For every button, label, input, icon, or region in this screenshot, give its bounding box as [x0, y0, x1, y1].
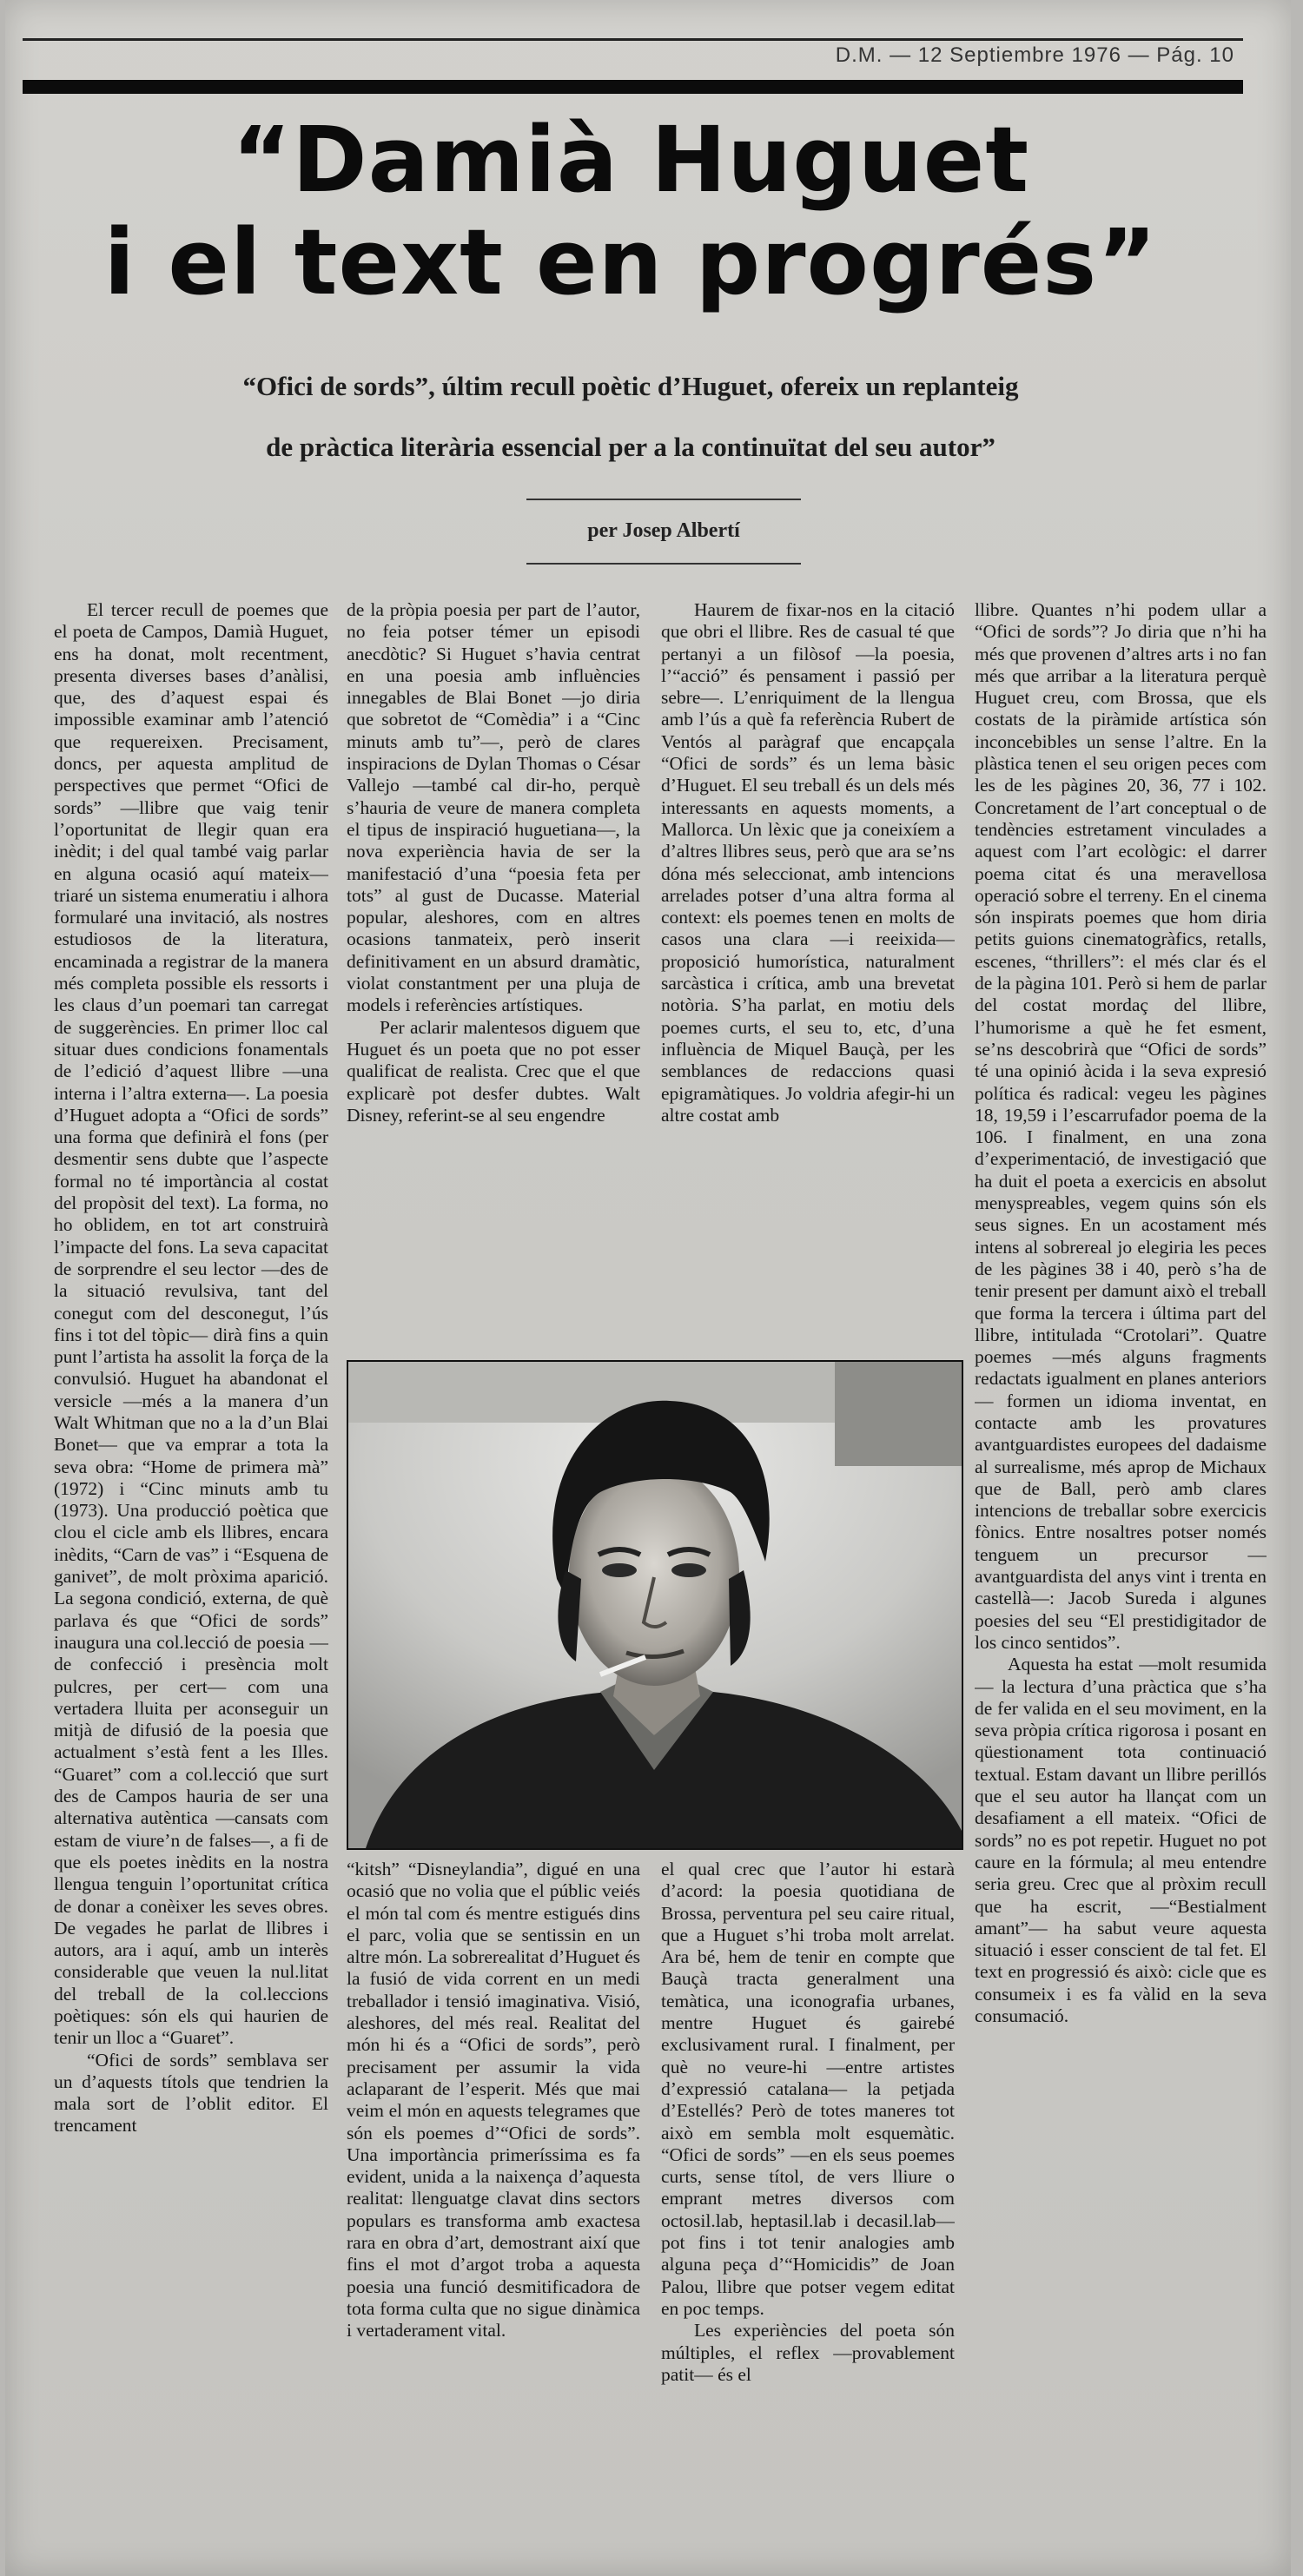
headline: [5, 109, 1256, 314]
paragraph: Les experiències del poeta són múltiples, el reflex —provablement patit— és el: [661, 2320, 955, 2385]
paragraph: “kitsh” “Disneylandia”, digué en una ocasió que no volia que el públic veiés el món tal com és mentre estigués dins el parc, volia que se sentissin en un altre món. La sobrerealitat d’Huguet és la fusió de vida corrent en un medi treballador i tensió imaginativa. Visió, aleshores, del més real. Realitat del món hi és a “Ofici de sords”, però precisament per assumir la vida aclaparant de l’esperit. Més que mai veim el món en aquests telegrames que són els poemes d’“Ofici de sords”. Una importància primeríssima es fa evident, unida a la naixença d’aquesta realitat: llenguatge clavat dins sectors populars es transforma amb exactesa rara en obra d’art, demostrant així que fins el mot d’argot troba a aquesta poesia una funció desmitificadora de tota forma culta que no sigue dinàmica i vertaderament vital.: [347, 1859, 640, 2342]
byline-rule-bottom: [526, 563, 801, 565]
newspaper-page: [5, 0, 1291, 2576]
headline-line-1: “Damià Huguet: [231, 107, 1030, 213]
paragraph: “Ofici de sords” semblava ser un d’aquests títols que tendrien la mala sort de l’oblit editor. El trencament: [54, 2049, 328, 2137]
page-header: [23, 31, 1243, 101]
subtitle-line-2: de pràctica literària essencial per a la continuïtat del seu autor”: [266, 432, 995, 462]
folio-date-page: D.M. — 12 Septiembre 1976 — Pág. 10: [835, 43, 1234, 67]
portrait-photo-icon: [348, 1362, 962, 1848]
article-column-3-bottom: [661, 1859, 955, 2564]
paragraph: de la pròpia poesia per part de l’autor, no feia potser témer un episodi anecdòtic? Si Huguet s’havia centrat en una poesia amb influències innegables de Blai Bonet —jo diria que sobretot de “Comèdia” i a “Cinc minuts amb tu”—, però de clares inspiracions de Dylan Thomas o César Vallejo —també cal dir-ho, perquè s’hauria de veure de manera completa el tipus de inspiració huguetiana—, la nova experiència havia de ser la manifestació d’una “poesia feta per tots” al gust de Ducasse. Material popular, aleshores, com en altres ocasions tanmateix, però inserit definitivament en un absurd dramàtic, violat constantment per una pluja de models i referències artístiques.: [347, 599, 640, 1016]
paragraph: llibre. Quantes n’hi podem ullar a “Ofici de sords”? Jo diria que n’hi ha més que provenen d’altres arts i no fan més que arribar a la literatura perquè Huguet creu, com Brossa, que els costats de la piràmide artística són inconcebibles un sense l’altre. En la plàstica tenen el seu origen peces com les de les pàgines 20, 36, 77 i 102. Concretament de l’art conceptual o de tendències estretament vinculades a aquest com l’art ecològic: el darrer poema citat és una meravellosa operació sobre el terreny. En el cinema són inspirats poemes que hom diria petits guions cinematogràfics, retalls, escenes, “thrillers”: el més clar és el de la pàgina 101. Però si hem de parlar del costat mordaç del llibre, l’humorisme a què he fet esment, se’ns descobrirà que “Ofici de sords” té una opinió àcida i la seva expresió política és radical: vegeu les pàgines 18, 19,59 i l’escarrufador poema de la 106. I finalment, en una zona d’experimentació, de investigació que ha duit el poeta a exercicis en absolut menyspreables, vegem quins són els seus signes. En un acostament més intens al sobrereal jo elegiria les peces de les pàgines 38 i 40, però s’ha de tenir present per damunt això el treball que forma la tercera i última part del llibre, intitulada “Crotolari”. Quatre poemes —més alguns fragments redactats igualment en planes anteriors— formen un idioma inventat, en contacte amb les provatures avantguardistes europees del dadaisme al surrealisme, més aprop de Michaux que de Ball, però amb clares intencions de treballar sobre exercicis fònics. Entre nosaltres potser només tenguem un precursor —avantguardista del anys vint i trenta en castellà—: Jacob Sureda i algunes poesies del seu “El prestidigitador de los cinco sentidos”.: [975, 599, 1267, 1653]
subtitle-line-1: “Ofici de sords”, últim recull poètic d’Huguet, ofereix un replanteig: [242, 371, 1019, 401]
top-rule: [23, 38, 1243, 41]
article-column-3-top: [661, 599, 955, 1348]
paragraph: El tercer recull de poemes que el poeta de Campos, Damià Huguet, ens ha donat, molt recentment, presenta diverses bases d’anàlisi, que, des d’aquest espai és impossible examinar amb l’atenció que requereixen. Precisament, doncs, per aquesta amplitud de perspectives que permet “Ofici de sords” —llibre que vaig tenir l’oportunitat de llegir quan era inèdit; i del qual també vaig parlar en alguna ocasió aquí mateix— triaré un sistema enumeratiu i alhora formularé una invitació, als nostres estudiosos de la literatura, encaminada a registrar de la manera més completa possible els ressorts i les claus d’un poemari tan carregat de suggerències. En primer lloc cal situar dues condicions fonamentals de l’edició d’aquest llibre —una interna i l’altra externa—. La poesia d’Huguet adopta a “Ofici de sords” una forma que definirà el fons (per desmentir sens dubte que l’aspecte formal no té importància al costat del propòsit del text). La forma, no ho oblidem, en tot art construirà l’impacte del fons. La seva capacitat de sorprendre el seu lector —des de la situació revulsiva, tant del conegut com del desconegut, l’ús fins i tot del tòpic— dirà fins a quin punt l’artista ha assolit la força de la convulsió. Huguet ha abandonat el versicle —més a la manera d’un Walt Whitman que no a la d’un Blai Bonet— que va emprar a tota la seva obra: “Home de primera mà” (1972) i “Cinc minuts amb tu (1973). Una producció poètica que clou el cicle amb els llibres, encara inèdits, “Carn de vas” i “Esquena de ganivet”, de molt pròxima aparició. La segona condició, externa, de què parlava és que “Ofici de sords” inaugura una col.lecció de poesia —de confecció i presència molt pulcres, per cert— com una vertadera lluita per aconseguir un mitjà de difusió de la poesia que actualment s’està fent a les Illes. “Guaret” com a col.lecció que surt des de Campos hauria de ser una alternativa autèntica —cansats com estam de viure’n de falses—, a fi de que els poetes inèdits en la nostra llengua tenguin l’oportunitat crítica de donar a conèixer les seves obres. De vegades he parlat de llibres i autors, ara i aquí, amb un interès considerable que veuen la nul.litat del treball de la col.leccions poètiques: són els qui haurien de tenir un lloc a “Guaret”.: [54, 599, 328, 2049]
article-column-2-bottom: [347, 1859, 640, 2564]
author-portrait-photo: [347, 1360, 963, 1850]
header-bar: [23, 80, 1243, 94]
byline-rule-top: [526, 499, 801, 500]
subtitle: [118, 356, 1143, 478]
paragraph: el qual crec que l’autor hi estarà d’acord: la poesia quotidiana de Brossa, perventura pel seu caire ritual, que a Huguet s’hi troba molt arrelat. Ara bé, hem de tenir en compte que Bauçà tracta generalment una temàtica, una iconografia urbanes, mentre Huguet és gairebé exclusivament rural. I finalment, per què no veure-hi —entre artistes d’expressió catalana— la petjada d’Estellés? Però de totes maneres tot això em sembla molt esquemàtic. “Ofici de sords” —en els seus poemes curts, sense títol, de vers lliure o emprant metres diversos com octosil.lab, heptasil.lab i decasil.lab— pot fins i tot tenir analogies amb alguna peça d’“Homicidis” de Joan Palou, llibre que potser vegem editat en poc temps.: [661, 1859, 955, 2319]
article-column-2-top: [347, 599, 640, 1348]
headline-line-2: i el text en progrés”: [103, 209, 1158, 315]
paragraph: Aquesta ha estat —molt resumida— la lectura d’una pràctica que s’ha de fer valida en el seu moviment, en la seva pròpia crítica rigorosa i posant en qüestionament tota continuació textual. Estam davant un llibre perillós que el seu autor ha llançat com un desafiament a ell mateix. “Ofici de sords” no es pot repetir. Huguet no pot caure en la fórmula; al meu entendre seria greu. Crec que al pròxim recull que ha escrit, —“Bestialment amant”— ha sabut veure aquesta situació i esser conscient de tal fet. El text en progressió és això: cicle que es consumeix i es fa vàlid en la seva consumació.: [975, 1654, 1267, 2026]
article-column-1: [54, 599, 328, 2564]
paragraph: Haurem de fixar-nos en la citació que obri el llibre. Res de casual té que pertanyi a un filòsof —la poesia, l’“acció” és pensament i passió per sebre—. L’enriquiment de la llengua amb l’ús a què fa referència Rubert de Ventós al paràgraf que encapçala “Ofici de sords” és un lema bàsic d’Huguet. El seu treball és un dels més interessants en aquests moments, a Mallorca. Un lèxic que ja coneixíem a d’altres llibres seus, però que ara se’ns dóna més seleccionat, amb intencions arrelades potser d’una altra forma al context: els poemes tenen en molts de casos una clara —i reeixida— proposició humorística, naturalment sarcàstica i crítica, amb una brevetat notòria. S’ha parlat, en motiu dels poemes curts, el seu to, etc, d’una influència de Miquel Bauçà, per les semblances de redaccions quasi epigramàtiques. Jo voldria afegir-hi un altre costat amb: [661, 599, 955, 1126]
byline: per Josep Albertí: [587, 519, 740, 542]
paragraph: Per aclarir malentesos diguem que Huguet és un poeta que no pot esser qualificat de realista. Crec que el que explicarè pot desfer dubtes. Walt Disney, referint-se al seu engendre: [347, 1016, 640, 1126]
article-column-4: [975, 599, 1267, 2564]
